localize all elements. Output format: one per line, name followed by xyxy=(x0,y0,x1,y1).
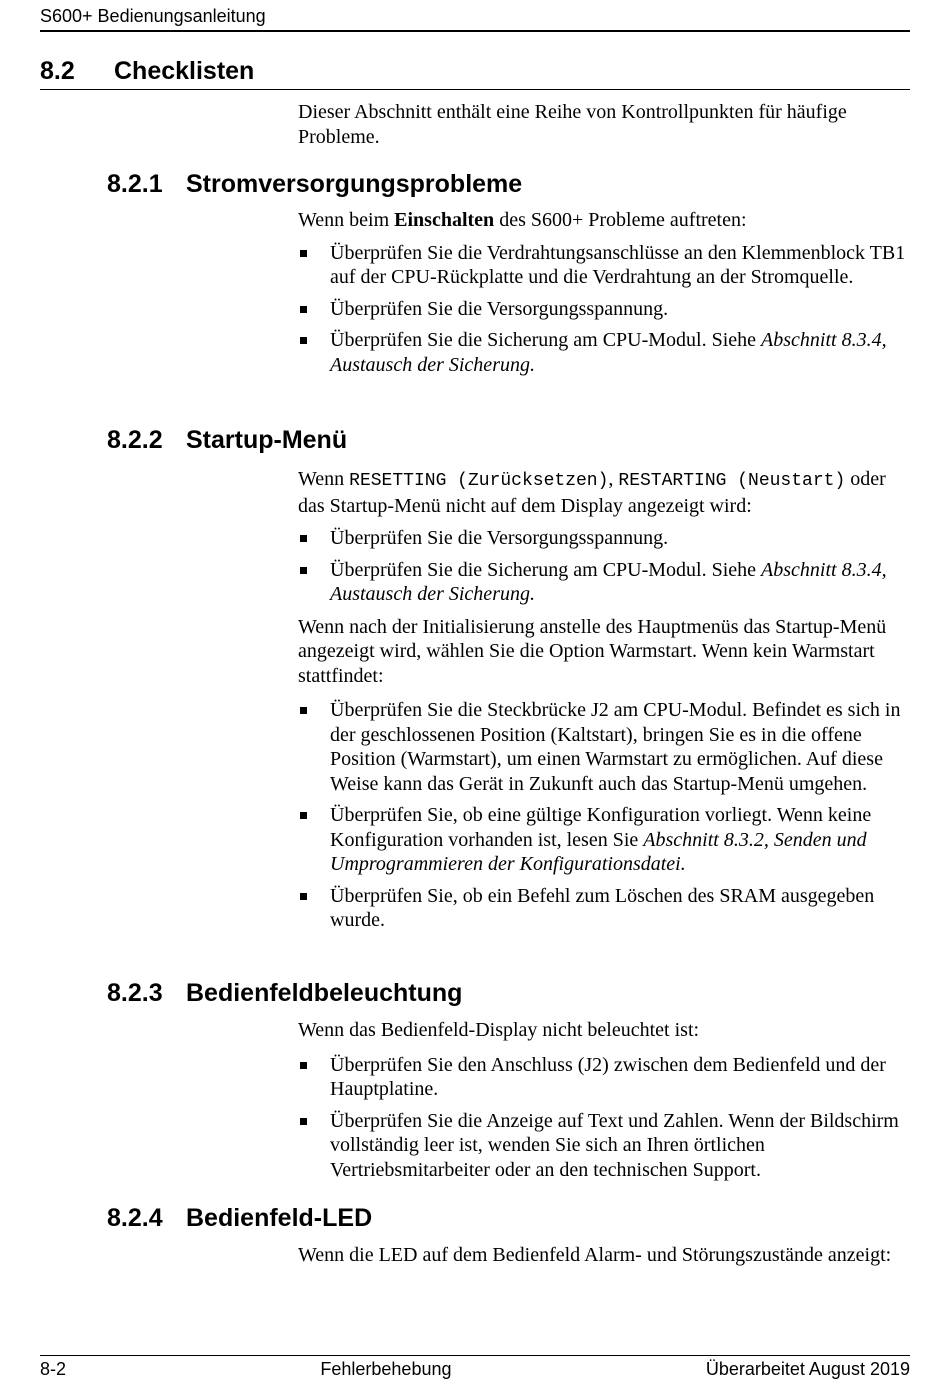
lead-paragraph: Wenn die LED auf dem Bedienfeld Alarm- und Störungszustände anzeigt: xyxy=(298,1244,892,1266)
chapter-name: Fehlerbehebung xyxy=(320,1359,452,1379)
paragraph: Wenn nach der Initialisierung anstelle des Hauptmenüs das Startup-Menü angezeigt wird, wählen Sie die Option Warmstart. Wenn kein Warmstart stattfindet: xyxy=(298,615,887,687)
document-title: S600+ Bedienungsanleitung xyxy=(40,6,266,26)
section-number: 8.2 xyxy=(40,57,75,85)
lead-paragraph xyxy=(298,467,910,518)
bullet-list xyxy=(298,241,910,378)
revision-date: Überarbeitet August 2019 xyxy=(705,1359,910,1379)
bullet-list xyxy=(298,698,910,933)
list-item xyxy=(298,803,910,877)
lead-text: oder das Startup-Menü nicht auf dem Display angezeigt wird: xyxy=(298,468,886,517)
cross-reference: Abschnitt 8.3.4, Austausch der Sicherung. xyxy=(330,329,887,376)
list-item: Überprüfen Sie die Anzeige auf Text und Zahlen. Wenn der Bildschirm vollständig leer ist, wenden Sie sich an Ihren örtlichen Vertriebsmitarbeiter oder an den technischen Support. xyxy=(298,1109,910,1183)
lead-text: Wenn xyxy=(298,468,350,490)
lead-paragraph: Wenn das Bedienfeld-Display nicht beleuchtet ist: xyxy=(298,1019,700,1041)
subsection-heading-8-2-3 xyxy=(107,979,462,1008)
lead-text: Wenn beim xyxy=(298,209,395,231)
running-header xyxy=(40,6,910,32)
bullet-list xyxy=(298,1053,910,1183)
running-footer xyxy=(40,1355,910,1380)
subsection-heading-8-2-1 xyxy=(107,170,522,199)
intro-paragraph: Dieser Abschnitt enthält eine Reihe von Kontrollpunkten für häufige Probleme. xyxy=(298,101,847,148)
subsection-body-8-2-2 xyxy=(298,467,910,933)
lead-paragraph xyxy=(298,208,910,233)
subsection-number: 8.2.4 xyxy=(107,1204,163,1232)
bullet-list xyxy=(298,526,910,607)
section-title: Checklisten xyxy=(114,57,255,85)
lead-text: , xyxy=(608,468,619,490)
item-text: Überprüfen Sie die Sicherung am CPU-Modul. Siehe xyxy=(330,329,762,351)
item-text: Überprüfen Sie, ob eine gültige Konfiguration vorliegt. Wenn keine Konfiguration vorhanden ist, lesen Sie xyxy=(330,804,872,851)
display-message: RESETTING (Zurücksetzen) xyxy=(349,471,609,491)
subsection-heading-8-2-4 xyxy=(107,1204,372,1233)
subsection-heading-8-2-2 xyxy=(107,426,347,455)
subsection-body-8-2-4 xyxy=(298,1243,910,1268)
subsection-title: Startup-Menü xyxy=(186,426,348,454)
list-item: Überprüfen Sie, ob ein Befehl zum Löschen des SRAM ausgegeben wurde. xyxy=(298,884,910,933)
lead-text: des S600+ Probleme auftreten: xyxy=(494,209,747,231)
list-item: Überprüfen Sie die Steckbrücke J2 am CPU-Modul. Befindet es sich in der geschlossenen Position (Kaltstart), bringen Sie es in die offene Position (Warmstart), um einen Warmstart zu ermöglichen. Auf diese Weise kann das Gerät in Zukunft auch das Startup-Menü umgehen. xyxy=(298,698,910,796)
item-text: Überprüfen Sie die Sicherung am CPU-Modul. Siehe xyxy=(330,558,762,581)
subsection-body-8-2-1 xyxy=(298,208,910,377)
subsection-title: Stromversorgungsprobleme xyxy=(186,170,523,198)
display-message: RESTARTING (Neustart) xyxy=(618,471,846,491)
subsection-title: Bedienfeld-LED xyxy=(186,1204,373,1232)
subsection-number: 8.2.1 xyxy=(107,170,163,198)
list-item: Überprüfen Sie die Versorgungsspannung. xyxy=(298,297,910,322)
list-item: Überprüfen Sie den Anschluss (J2) zwischen dem Bedienfeld und der Hauptplatine. xyxy=(298,1053,910,1102)
subsection-number: 8.2.3 xyxy=(107,979,163,1007)
section-intro xyxy=(298,100,910,149)
subsection-number: 8.2.2 xyxy=(107,426,163,454)
lead-bold-text: Einschalten xyxy=(394,209,495,231)
section-heading xyxy=(40,57,910,90)
cross-reference: Abschnitt 8.3.4, Austausch der Sicherung. xyxy=(330,558,887,605)
subsection-title: Bedienfeldbeleuchtung xyxy=(186,979,463,1007)
page-number: 8-2 xyxy=(40,1359,67,1379)
list-item: Überprüfen Sie die Versorgungsspannung. xyxy=(298,526,910,551)
subsection-body-8-2-3 xyxy=(298,1018,910,1182)
list-item: Überprüfen Sie die Verdrahtungsanschlüsse an den Klemmenblock TB1 auf der CPU-Rückplatte und die Verdrahtung an der Stromquelle. xyxy=(298,241,910,290)
cross-reference: Abschnitt 8.3.2, Senden und Umprogrammieren der Konfigurationsdatei. xyxy=(330,828,867,875)
list-item xyxy=(298,328,910,377)
list-item xyxy=(298,558,910,607)
